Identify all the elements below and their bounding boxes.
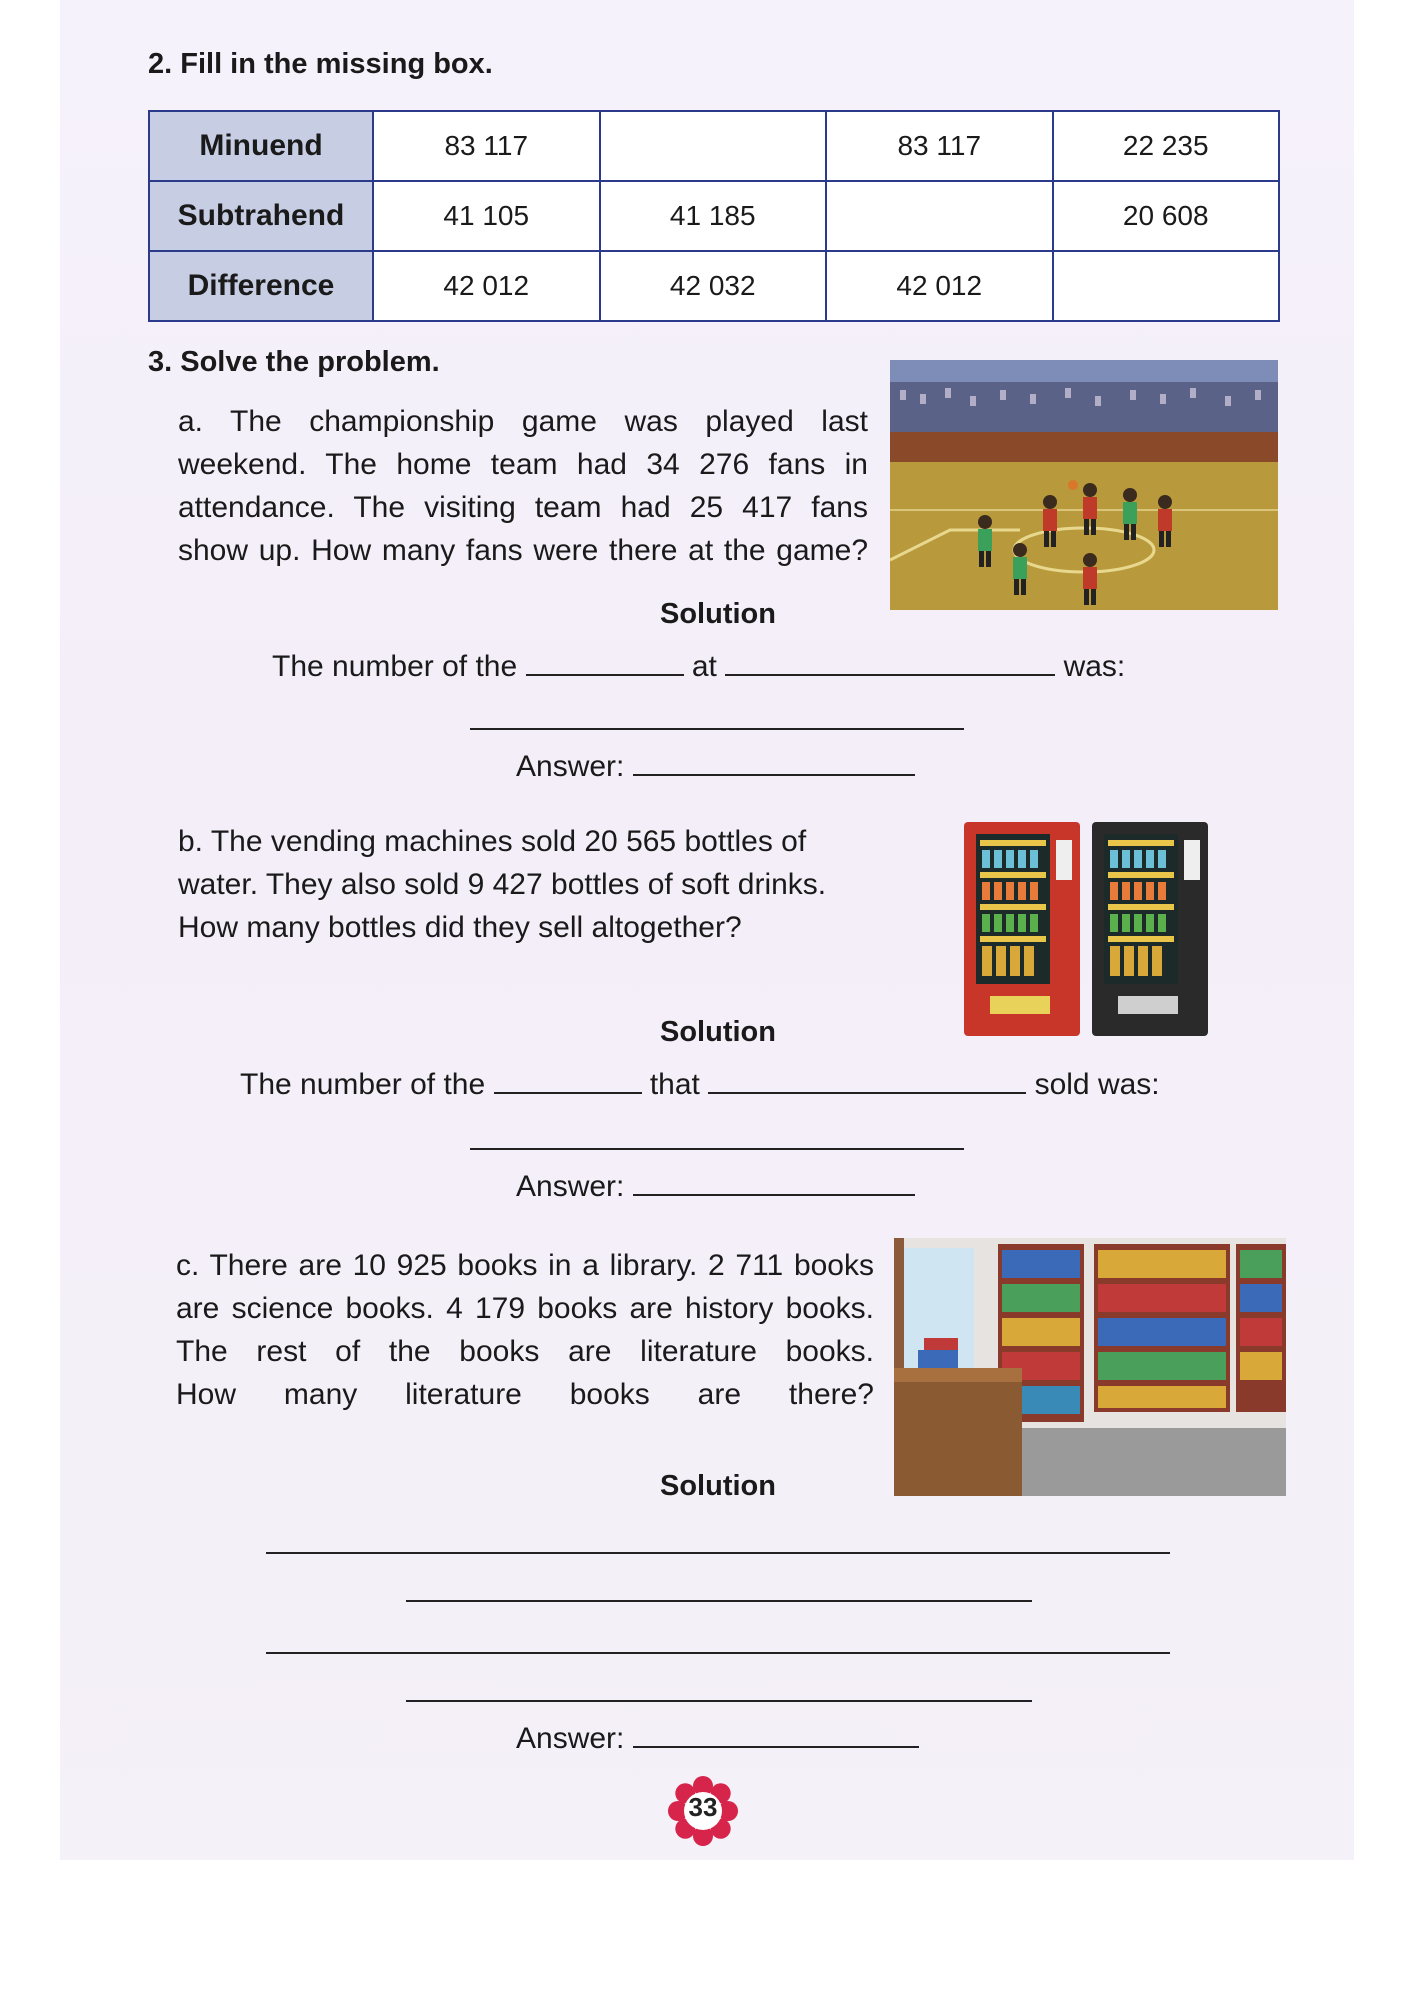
table-cell: 83 117 [373,111,600,181]
table-cell: 41 105 [373,181,600,251]
table-cell: 42 012 [826,251,1053,321]
problem-c-text [176,1244,874,1416]
working-line[interactable] [266,1652,1170,1654]
q2-heading: 2. Fill in the missing box. [148,48,493,80]
table-cell: 42 032 [600,251,827,321]
library-image [894,1238,1286,1496]
problem-b-line: b. The vending machines sold 20 565 bottles of [178,825,807,858]
solution-a-label: Solution [660,598,776,630]
problem-a-line: weekend. The home team had 34 276 fans in [178,448,868,481]
vending-machines-image [962,820,1212,1038]
row-label-minuend: Minuend [149,111,373,181]
table-row [149,111,1279,181]
problem-c-line: The rest of the books are literature books. [176,1335,874,1368]
table-cell: 20 608 [1053,181,1280,251]
solution-b-label: Solution [660,1016,776,1048]
working-line[interactable] [266,1552,1170,1554]
answer-label: Answer: [516,750,625,783]
row-label-difference: Difference [149,251,373,321]
answer-blank[interactable] [633,1746,919,1748]
problem-b-text [178,820,868,949]
problem-b-line: water. They also sold 9 427 bottles of soft drinks. [178,868,827,901]
row-label-subtrahend: Subtrahend [149,181,373,251]
table-cell: 83 117 [826,111,1053,181]
table-row [149,251,1279,321]
problem-b-line: How many bottles did they sell altogether? [178,911,742,944]
answer-a-row [516,750,915,784]
problem-c-line: How many literature books are there? [176,1378,874,1411]
answer-blank[interactable] [633,1194,915,1196]
calculation-line[interactable] [470,728,964,730]
table-cell: 22 235 [1053,111,1280,181]
table-cell: 41 185 [600,181,827,251]
problem-c-line: are science books. 4 179 books are history books. [176,1292,874,1325]
page-margin [0,1860,1414,2000]
answer-b-row [516,1170,915,1204]
table-row [149,181,1279,251]
answer-label: Answer: [516,1722,625,1755]
sentence-text: was: [1063,650,1126,683]
answer-blank[interactable] [494,1092,642,1094]
answer-blank[interactable] [708,1092,1026,1094]
basketball-game-image [890,360,1278,610]
solution-a-sentence [272,650,1125,684]
answer-c-row [516,1722,919,1756]
page-number: 33 [688,1792,718,1822]
answer-label: Answer: [516,1170,625,1203]
table-cell: 42 012 [373,251,600,321]
calculation-line[interactable] [470,1148,964,1150]
problem-a-line: attendance. The visiting team had 25 417 fans [178,491,868,524]
answer-blank[interactable] [526,674,684,676]
working-line[interactable] [406,1700,1032,1702]
solution-c-label: Solution [660,1470,776,1502]
answer-blank[interactable] [633,774,915,776]
problem-a-line: show up. How many fans were there at the game? [178,534,868,567]
answer-blank[interactable] [725,674,1055,676]
problem-a-line: a. The championship game was played last [178,405,868,438]
sentence-text: The number of the [240,1068,486,1101]
missing-cell[interactable] [600,111,827,181]
q3-heading: 3. Solve the problem. [148,346,440,378]
working-line[interactable] [406,1600,1032,1602]
problem-c-line: c. There are 10 925 books in a library. 2 711 books [176,1249,874,1282]
missing-box-table [148,110,1280,322]
sentence-text: The number of the [272,650,518,683]
sentence-text: at [691,650,717,683]
solution-b-sentence [240,1068,1160,1102]
sentence-text: sold was: [1034,1068,1160,1101]
sentence-text: that [649,1068,700,1101]
problem-a-text [178,400,868,572]
missing-cell[interactable] [826,181,1053,251]
missing-cell[interactable] [1053,251,1280,321]
